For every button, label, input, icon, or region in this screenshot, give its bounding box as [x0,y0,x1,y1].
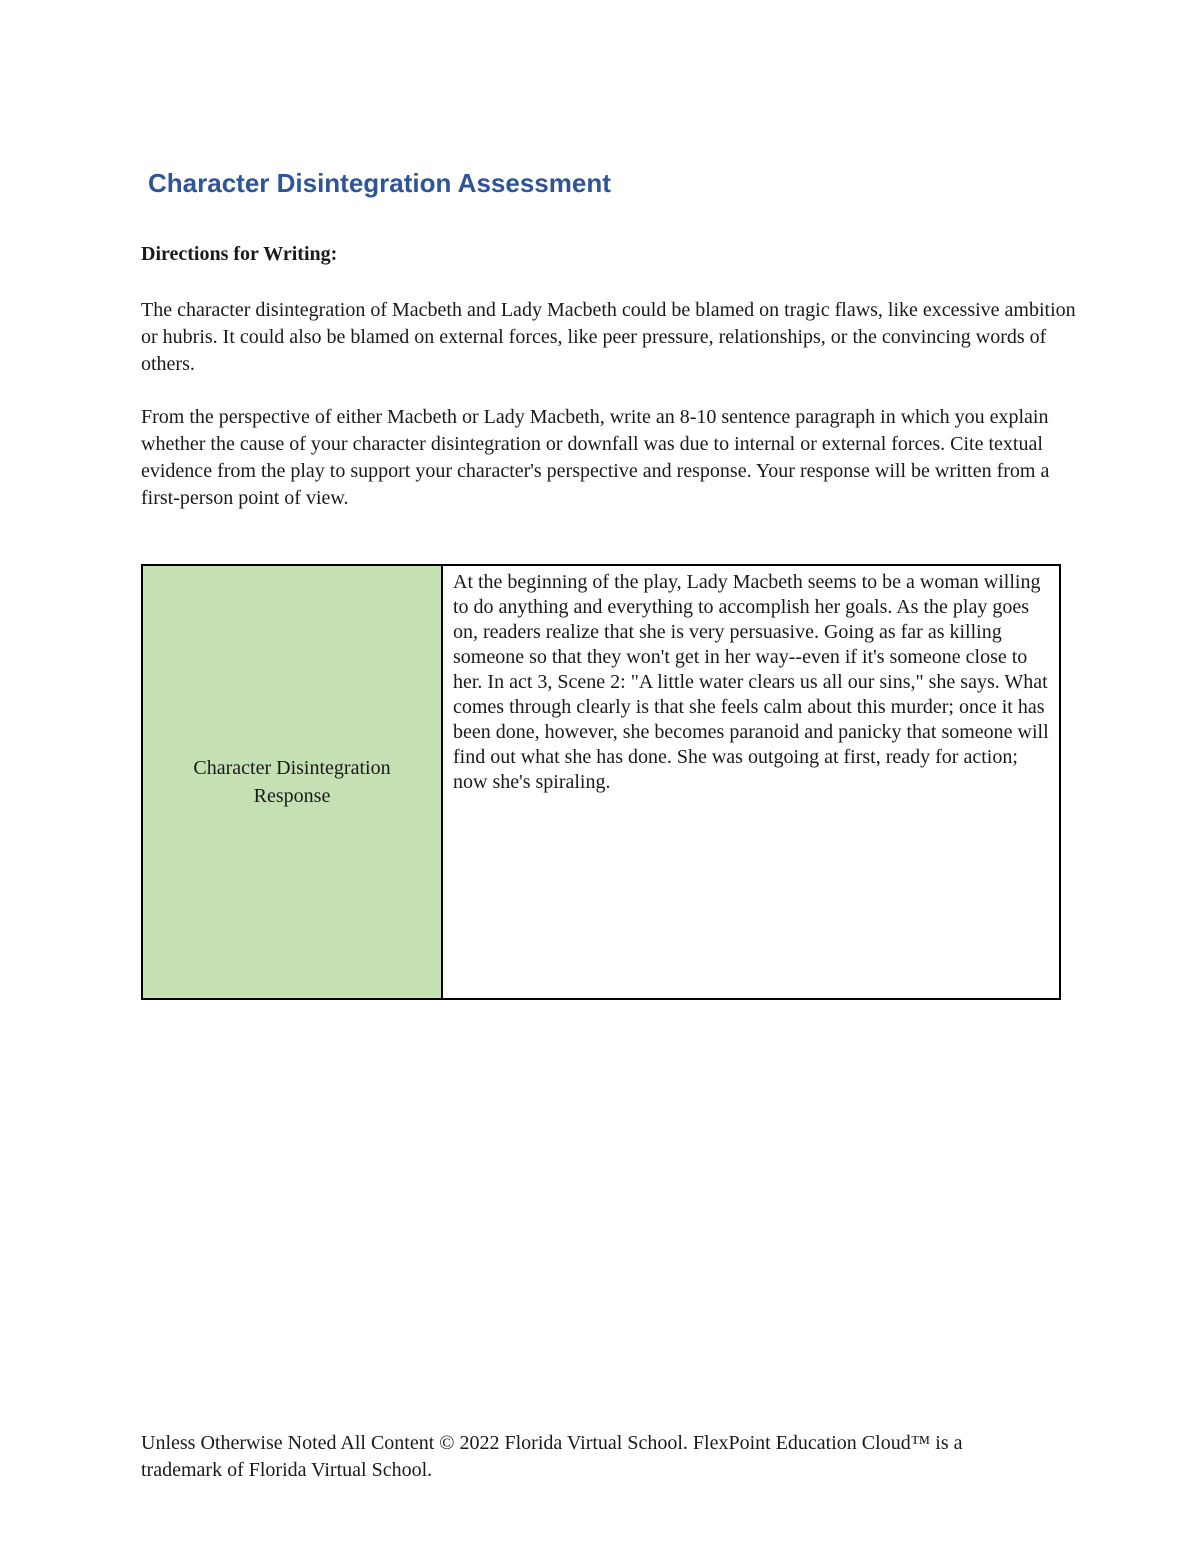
page-title: Character Disintegration Assessment [148,168,611,198]
intro-paragraph: The character disintegration of Macbeth and Lady Macbeth could be blamed on tragic flaws, like excessive ambition or hubris. It could also be blamed on external forces, like peer pressure, relationships, or the convincing words of others. [141,299,1076,375]
directions-heading: Directions for Writing: [141,243,338,265]
copyright-footer: Unless Otherwise Noted All Content © 2022 Florida Virtual School. FlexPoint Education Cloud™ is a trademark of Florida Virtual School. [141,1432,963,1481]
response-table [141,564,1061,1000]
response-label: Character Disintegration Response [193,757,391,807]
response-text: At the beginning of the play, Lady Macbeth seems to be a woman willing to do anything and everything to accomplish her goals. As the play goes on, readers realize that she is very persuasive. Going as far as killing someone so that they won't get in her way--even if it's someone close to her. In act 3, Scene 2: "A little water clears us all our sins," she says. What comes through clearly is that she feels calm about this murder; once it has been done, however, she becomes paranoid and panicky that someone will find out what she has done. She was outgoing at first, ready for action; now she's spiraling. [453,571,1049,793]
response-answer-cell[interactable] [443,566,1059,998]
response-label-cell [143,566,443,998]
instructions-paragraph: From the perspective of either Macbeth or Lady Macbeth, write an 8-10 sentence paragraph in which you explain whether the cause of your character disintegration or downfall was due to internal or external forces. Cite textual evidence from the play to support your character's perspective and response. Your response will be written from a first-person point of view. [141,406,1050,509]
